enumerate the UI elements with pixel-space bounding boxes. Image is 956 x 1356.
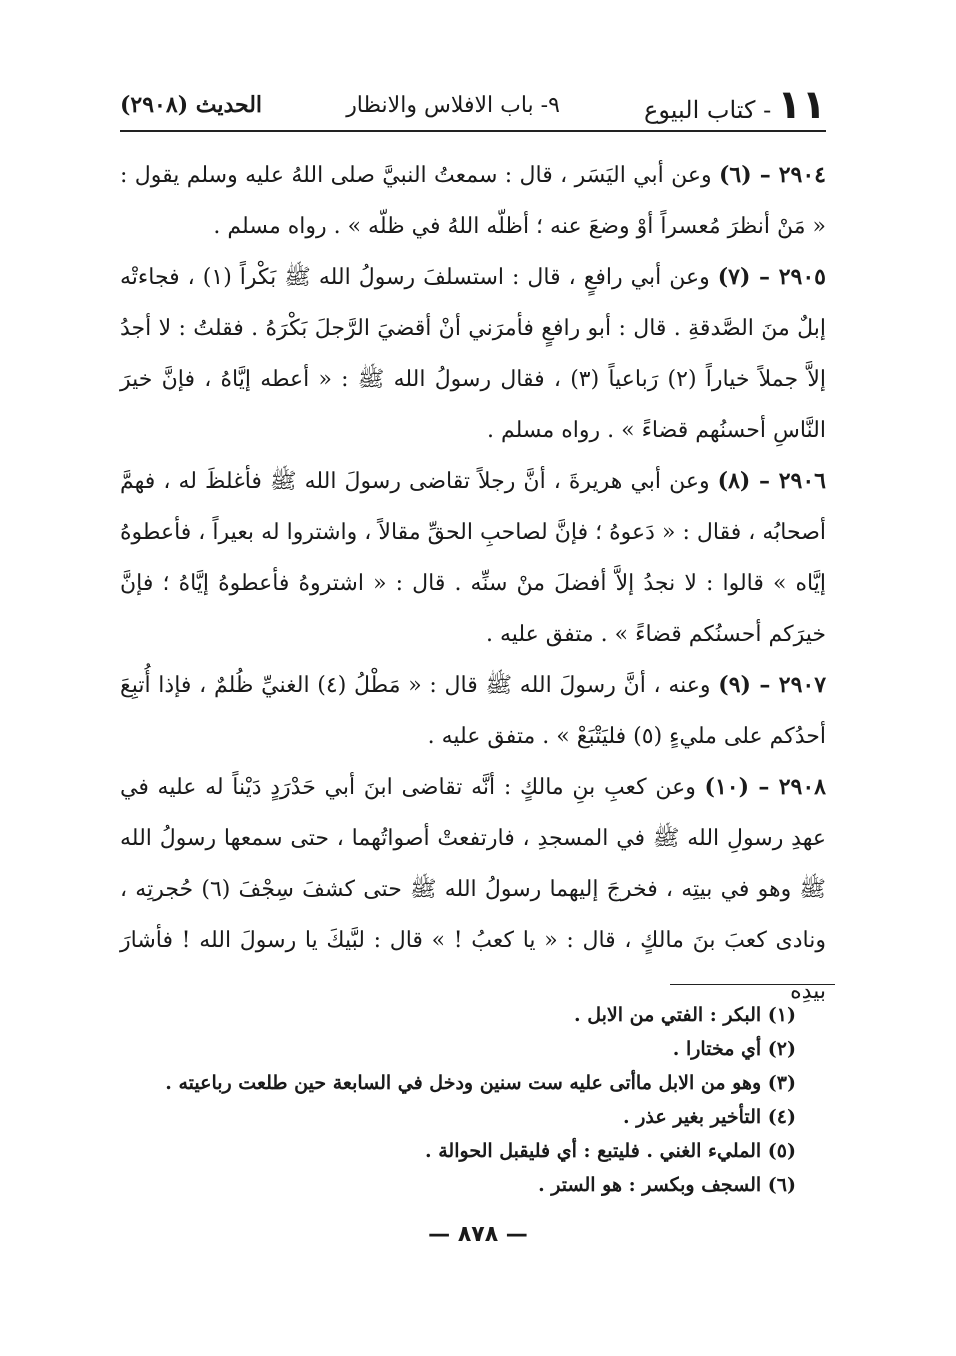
footnotes: [120, 998, 796, 1202]
hadith-text: وعن أبي هريرةَ ، أنَّ رجلاً تقاضى رسولَ الله ﷺ فأغلظَ له ، فهمَّ أصحابُه ، فقال : « دَعوهُ ؛ فإنَّ لصاحبِ الحقِّ مقالاً ، واشتروا له بعيراً ، فأعطوهُ إيَّاه » قالوا : لا نجدُ إلاَّ أفضلَ منْ سنِّه . قال : « اشتروهُ فأعطوهُ إيَّاهُ ؛ فإنَّ خيرَكم أحسنُكم قضاءً » . متفق عليه .: [120, 469, 826, 647]
hadith-2908: [120, 762, 826, 1017]
hadith-number: ٢٩٠٥ – (٧): [717, 264, 826, 290]
hadith-text-body: [120, 150, 826, 1017]
hadith-number: ٢٩٠٨ – (١٠): [704, 774, 826, 800]
footnote-6: (٦) السجف وبكسر : هو الستر .: [538, 1174, 796, 1196]
hadith-number: ٢٩٠٤ – (٦): [719, 162, 826, 188]
footnote-3: (٣) وهو من الابل ماأتى عليه ست سنين ودخل في السابعة حين طلعت رباعيته .: [165, 1072, 796, 1094]
chapter-number: ١١: [777, 82, 826, 128]
chapter-heading: [644, 82, 826, 128]
hadith-2904: [120, 150, 826, 252]
hadith-text: وعن أبي اليَسَر ، قال : سمعتُ النبيَّ صلى اللهُ عليه وسلم يقول : « مَنْ أنظرَ مُعسراً أوْ وضعَ عنه ؛ أظلّه اللهُ في ظلّه » . رواه مسلم .: [120, 163, 826, 239]
hadith-text: وعن كعبِ بنِ مالكٍ : أنَّه تقاضى ابنَ أبي حَدْرَدٍ دَيْناً له عليه في عهدِ رسولِ الله ﷺ في المسجدِ ، فارتفعتْ أصواتُهما ، حتى سمعها رسولُ الله ﷺ وهو في بيتِه ، فخرجَ إليهما رسولُ الله ﷺ حتى كشفَ سِجْفَ (٦) حُجرتِه ، ونادى كعبَ بنَ مالكٍ ، قال : « يا كعبُ ! » قال : لبَّيكَ يا رسولَ الله ! فأشارَ بيدِه: [120, 775, 826, 1004]
hadith-text: وعنه ، أنَّ رسولَ الله ﷺ قال : « مَطْلُ (٤) الغنيِّ ظُلمٌ ، فإذا أُتبِعَ أحدُكم على مليءٍ (٥) فليَتْبَعْ » . متفق عليه .: [120, 673, 826, 749]
section-title: ٩- باب الافلاس والانظار: [346, 92, 560, 118]
hadith-range: الحديث (٢٩٠٨): [120, 92, 263, 118]
footnote-1: (١) البكر : الفتي من الابل .: [574, 1004, 796, 1026]
hadith-text: وعن أبي رافعٍ ، قال : استسلفَ رسولُ الله ﷺ بَكْراً (١) ، فجاءتْه إبلٌ منَ الصَّدقةِ . قال : أبو رافعٍ فأمرَني أنْ أقضيَ الرَّجلَ بَكْرَهُ . فقلتُ : لا أجدُ إلاَّ جملاً خياراً (٢) رَباعياً (٣) ، فقال رسولُ الله ﷺ : « أعطه إيَّاهُ ، فإنَّ خيرَ النَّاسِ أحسنُهم قضاءً » . رواه مسلم .: [120, 265, 826, 443]
footnote-separator: [670, 984, 835, 985]
running-header: [120, 80, 826, 132]
footnote-5: (٥) المليء الغني . فليتبع : أي فليقبل الحوالة .: [425, 1140, 796, 1162]
footnote-4: (٤) التأخير بغير عذر .: [623, 1106, 796, 1128]
hadith-2905: [120, 252, 826, 456]
hadith-number: ٢٩٠٧ – (٩): [718, 672, 827, 698]
book-title: - كتاب البيوع: [644, 96, 772, 124]
hadith-2906: [120, 456, 826, 660]
hadith-number: ٢٩٠٦ – (٨): [717, 468, 826, 494]
hadith-2907: [120, 660, 826, 762]
footnote-2: (٢) أي مختارا .: [672, 1038, 796, 1060]
page-number: — ٨٧٨ —: [428, 1222, 528, 1247]
